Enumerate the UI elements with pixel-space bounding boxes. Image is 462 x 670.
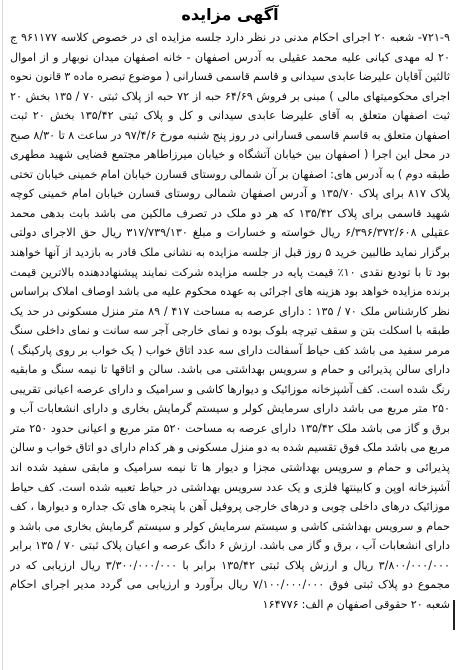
scan-edge-mark (453, 600, 455, 630)
scan-edge-line (2, 0, 3, 670)
notice-body: ۷۲۱-۹- شعبه ۲۰ اجرای احکام مدنی در نظر دارد جلسه مزایده ای در خصوص کلاسه ۹۶۱۱۷۷ ج ۲۰ له مهدی کیانی علیه محمد عقیلی به آدرس اصفهان - خانه اصفهان میدان نوبهار و از اموال ثالثین آقایان علیرضا عابدی سیدانی و قاسم قاسمی قسارانی ( موضوع تبصره ماده ۳ قانون نحوه اجرای محکومیتهای مالی ) مبنی بر فروش ۶۴/۶۹ حبه از ۷۲ حبه از پلاک ثبتی ۷۰ / ۱۳۵ بخش ۲۰ ثبت اصفهان متعلق به آقای علیرضا عابدی سیدانی و کل و پلاک ثبتی ۱۳۵/۴۲ بخش ۲۰ ثبت اصفهان متعلق به قاسم قاسمی قسارانی در روز پنج شنبه مورخ ۹۷/۴/۶ در ساعت ۸ تا ۸/۳۰ صبح در محل این اجرا ( اصفهان بین خیابان آتشگاه و خیابان میرزاطاهر مجتمع قضایی شهید مطهری طبقه دوم ) به آدرس های: اصفهان بر آن شمالی روستای قسارن خیابان امام خمینی خیابان تختی پلاک ۸۱۷ برای پلاک ۱۳۵/۷۰ و آدرس اصفهان شمالی روستای قسارن خیابان امام خمینی کوچه شهید قاسمی برای پلاک ۱۳۵/۴۲ که هر دو ملک در تصرف مالکین می باشد بابت بدهی محمد عقیلی ۶/۳۹۶/۳۷۲/۶۰۸ ریال خواسته و خسارات و مبلغ ۳۱۷/۷۳۹/۱۳۰ ریال حق الاجرای دولتی برگزار نماید طالبین خرید ۵ روز قبل از جلسه مزایده به نشانی ملک قادر به بازدید از آنها خواهند بود تا با تودیع نقدی ۱۰٪ قیمت پایه در جلسه مزایده شرکت نمایند پیشنهاددهنده بالاترین قیمت برنده مزایده خواهد بود هزینه های اجرائی به عهده محکوم علیه می باشد اوصاف املاک براساس نظر کارشناس ملک ۷۰ / ۱۳۵ : دارای عرصه به مساحت ۴۱۷ / ۸۹ متر منزل مسکونی در حد یک طبقه با اسکلت بتن و سقف تیرچه بلوک بوده و نمای خارجی آجر سه سانت و نمای داخلی سنگ مرمر سفید می باشد کف حیاط آسفالت دارای سه عدد اتاق خواب ( یک خواب بر روی پارکینگ ) دارای سالن پذیرائی و حمام و سرویس بهداشتی می باشد. سالن و اتاقها تا نیمه سنگ و مابقیه رنگ شده است. کف آشپزخانه موزائیک و دیوارها کاشی و سرامیک و دارای عرصه اعیانی تقریبی ۲۵۰ متر مربع می باشد دارای سرمایش کولر و سیستم گرمایش بخاری و دارای انشعابات آب و برق و گاز می باشد ملک ۱۳۵/۴۲ دارای عرصه به مساحت ۵۲۰ متر مربع و اعیانی حدود ۲۵۰ متر مربع می باشد ملک فوق تقسیم شده به دو منزل مسکونی و هر کدام دارای دو اتاق خواب و سالن پذیرائی و حمام و سرویس بهداشتی مجزا و دیوار ها تا نیمه سرامیک و مابقی سفید شده اند آشپزخانه اوپن و کابینتها فلزی و یک عدد سرویس بهداشتی در حیاط تعبیه شده است. کف حیاط موزائیک درهای داخلی چوبی و درهای خارجی پروفیل آهن با پنجره های تک جداره و دیوارها ، کف حمام و سرویس بهداشتی کاشی و سیستم سرمایش کولر و سیستم گرمایش بخاری می باشد و دارای انشعابات آب ، برق و گاز می باشد. ارزش ۶ دانگ عرصه و اعیان پلاک ثبتی ۷۰ / ۱۳۵ برابر ۳/۸۰۰/۰۰۰/۰۰۰ ریال و ارزش پلاک ثبتی ۱۳۵/۴۲ برابر با ۳/۳۰۰/۰۰۰/۰۰۰ ریال ارزیابی که در مجموع دو پلاک ثبتی فوق ۷/۱۰۰/۰۰۰/۰۰۰ ریال برآورد و ارزیابی می گردد مدیر اجرای احکام شعبه ۲۰ حقوقی اصفهان م الف: ۱۶۴۷۷۶ (10, 31, 450, 611)
notice-title: آگهی مزایده (181, 5, 279, 24)
auction-notice (10, 4, 450, 666)
